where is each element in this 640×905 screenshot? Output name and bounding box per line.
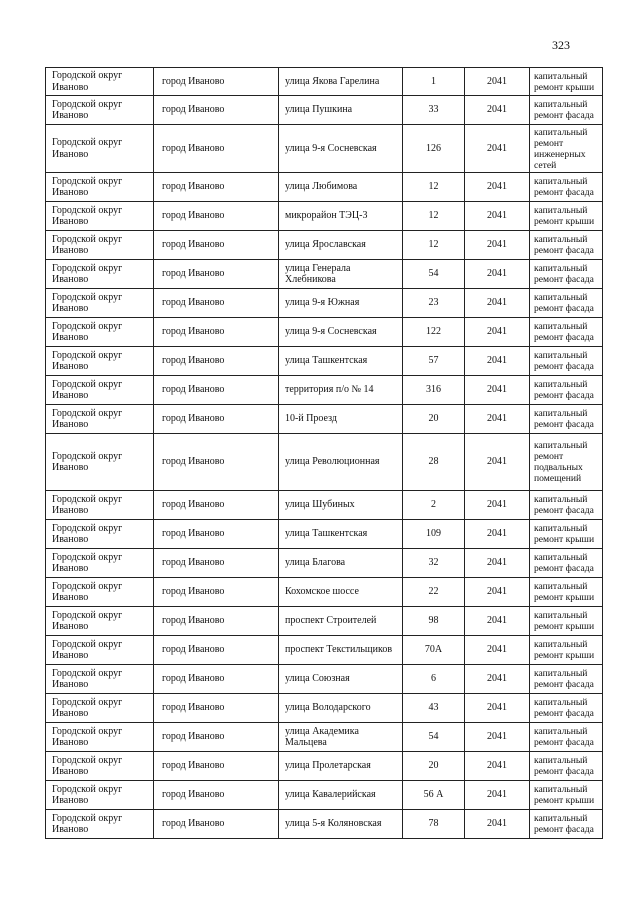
street-cell: проспект Строителей	[279, 607, 403, 636]
street-cell: улица Ташкентская	[279, 347, 403, 376]
city-cell: город Иваново	[154, 318, 279, 347]
street-cell: улица Революционная	[279, 434, 403, 491]
table-row	[46, 781, 603, 810]
city-cell: город Иваново	[154, 405, 279, 434]
work-type-cell: капитальный ремонт фасада	[530, 694, 603, 723]
house-number-cell: 12	[403, 231, 465, 260]
house-number-cell: 109	[403, 520, 465, 549]
city-cell: город Иваново	[154, 231, 279, 260]
house-number-cell: 22	[403, 578, 465, 607]
street-cell: улица Якова Гарелина	[279, 68, 403, 96]
street-cell: микрорайон ТЭЦ-3	[279, 202, 403, 231]
district-cell: Городской округ Иваново	[46, 810, 154, 839]
district-cell: Городской округ Иваново	[46, 289, 154, 318]
year-cell: 2041	[465, 491, 530, 520]
work-type-cell: капитальный ремонт фасада	[530, 96, 603, 125]
table-row	[46, 752, 603, 781]
work-type-cell: капитальный ремонт подвальных помещений	[530, 434, 603, 491]
district-cell: Городской округ Иваново	[46, 694, 154, 723]
street-cell: проспект Текстильщиков	[279, 636, 403, 665]
district-cell: Городской округ Иваново	[46, 636, 154, 665]
district-cell: Городской округ Иваново	[46, 260, 154, 289]
house-number-cell: 1	[403, 68, 465, 96]
city-cell: город Иваново	[154, 752, 279, 781]
work-type-cell: капитальный ремонт фасада	[530, 752, 603, 781]
year-cell: 2041	[465, 578, 530, 607]
street-cell: улица 5-я Коляновская	[279, 810, 403, 839]
year-cell: 2041	[465, 520, 530, 549]
table-row	[46, 173, 603, 202]
city-cell: город Иваново	[154, 289, 279, 318]
street-cell: улица Благова	[279, 549, 403, 578]
district-cell: Городской округ Иваново	[46, 520, 154, 549]
table-row	[46, 125, 603, 173]
house-number-cell: 57	[403, 347, 465, 376]
house-number-cell: 126	[403, 125, 465, 173]
house-number-cell: 316	[403, 376, 465, 405]
year-cell: 2041	[465, 289, 530, 318]
city-cell: город Иваново	[154, 491, 279, 520]
work-type-cell: капитальный ремонт фасада	[530, 318, 603, 347]
house-number-cell: 32	[403, 549, 465, 578]
table-row	[46, 491, 603, 520]
street-cell: улица Любимова	[279, 173, 403, 202]
city-cell: город Иваново	[154, 520, 279, 549]
work-type-cell: капитальный ремонт крыши	[530, 636, 603, 665]
table-row	[46, 694, 603, 723]
city-cell: город Иваново	[154, 723, 279, 752]
house-number-cell: 23	[403, 289, 465, 318]
street-cell: улица Союзная	[279, 665, 403, 694]
year-cell: 2041	[465, 781, 530, 810]
street-cell: улица Пролетарская	[279, 752, 403, 781]
work-type-cell: капитальный ремонт крыши	[530, 607, 603, 636]
street-cell: улица 9-я Сосневская	[279, 318, 403, 347]
city-cell: город Иваново	[154, 549, 279, 578]
house-number-cell: 20	[403, 752, 465, 781]
district-cell: Городской округ Иваново	[46, 752, 154, 781]
year-cell: 2041	[465, 260, 530, 289]
district-cell: Городской округ Иваново	[46, 549, 154, 578]
year-cell: 2041	[465, 810, 530, 839]
table-row	[46, 520, 603, 549]
table-row	[46, 636, 603, 665]
district-cell: Городской округ Иваново	[46, 723, 154, 752]
house-number-cell: 43	[403, 694, 465, 723]
house-number-cell: 54	[403, 260, 465, 289]
work-type-cell: капитальный ремонт инженерных сетей	[530, 125, 603, 173]
table-row	[46, 810, 603, 839]
work-type-cell: капитальный ремонт фасада	[530, 665, 603, 694]
year-cell: 2041	[465, 723, 530, 752]
table-body	[46, 68, 603, 839]
street-cell: улица Генерала Хлебникова	[279, 260, 403, 289]
street-cell: улица Ташкентская	[279, 520, 403, 549]
street-cell: улица 9-я Сосневская	[279, 125, 403, 173]
district-cell: Городской округ Иваново	[46, 434, 154, 491]
work-type-cell: капитальный ремонт фасада	[530, 173, 603, 202]
city-cell: город Иваново	[154, 96, 279, 125]
city-cell: город Иваново	[154, 636, 279, 665]
work-type-cell: капитальный ремонт фасада	[530, 260, 603, 289]
city-cell: город Иваново	[154, 434, 279, 491]
table-row	[46, 260, 603, 289]
street-cell: улица Пушкина	[279, 96, 403, 125]
table-row	[46, 405, 603, 434]
city-cell: город Иваново	[154, 202, 279, 231]
year-cell: 2041	[465, 752, 530, 781]
year-cell: 2041	[465, 434, 530, 491]
city-cell: город Иваново	[154, 173, 279, 202]
work-type-cell: капитальный ремонт фасада	[530, 549, 603, 578]
district-cell: Городской округ Иваново	[46, 231, 154, 260]
housing-repair-table	[45, 67, 603, 839]
district-cell: Городской округ Иваново	[46, 173, 154, 202]
house-number-cell: 56 А	[403, 781, 465, 810]
work-type-cell: капитальный ремонт фасада	[530, 405, 603, 434]
street-cell: улица Шубиных	[279, 491, 403, 520]
work-type-cell: капитальный ремонт фасада	[530, 491, 603, 520]
year-cell: 2041	[465, 173, 530, 202]
district-cell: Городской округ Иваново	[46, 405, 154, 434]
district-cell: Городской округ Иваново	[46, 491, 154, 520]
work-type-cell: капитальный ремонт фасада	[530, 723, 603, 752]
house-number-cell: 28	[403, 434, 465, 491]
table-row	[46, 347, 603, 376]
house-number-cell: 6	[403, 665, 465, 694]
city-cell: город Иваново	[154, 607, 279, 636]
year-cell: 2041	[465, 318, 530, 347]
city-cell: город Иваново	[154, 694, 279, 723]
table-row	[46, 289, 603, 318]
table-row	[46, 231, 603, 260]
district-cell: Городской округ Иваново	[46, 68, 154, 96]
city-cell: город Иваново	[154, 578, 279, 607]
table-row	[46, 434, 603, 491]
work-type-cell: капитальный ремонт крыши	[530, 202, 603, 231]
table-row	[46, 376, 603, 405]
work-type-cell: капитальный ремонт фасада	[530, 376, 603, 405]
year-cell: 2041	[465, 607, 530, 636]
work-type-cell: капитальный ремонт крыши	[530, 68, 603, 96]
table-row	[46, 202, 603, 231]
year-cell: 2041	[465, 125, 530, 173]
city-cell: город Иваново	[154, 68, 279, 96]
city-cell: город Иваново	[154, 781, 279, 810]
year-cell: 2041	[465, 665, 530, 694]
work-type-cell: капитальный ремонт крыши	[530, 578, 603, 607]
page-number: 323	[552, 38, 570, 52]
table-row	[46, 96, 603, 125]
house-number-cell: 20	[403, 405, 465, 434]
house-number-cell: 98	[403, 607, 465, 636]
street-cell: улица Володарского	[279, 694, 403, 723]
district-cell: Городской округ Иваново	[46, 96, 154, 125]
year-cell: 2041	[465, 202, 530, 231]
city-cell: город Иваново	[154, 665, 279, 694]
year-cell: 2041	[465, 68, 530, 96]
table-row	[46, 665, 603, 694]
year-cell: 2041	[465, 376, 530, 405]
house-number-cell: 122	[403, 318, 465, 347]
house-number-cell: 12	[403, 173, 465, 202]
house-number-cell: 78	[403, 810, 465, 839]
table-row	[46, 318, 603, 347]
district-cell: Городской округ Иваново	[46, 578, 154, 607]
year-cell: 2041	[465, 549, 530, 578]
table-row	[46, 607, 603, 636]
table-row	[46, 578, 603, 607]
year-cell: 2041	[465, 694, 530, 723]
district-cell: Городской округ Иваново	[46, 125, 154, 173]
house-number-cell: 33	[403, 96, 465, 125]
city-cell: город Иваново	[154, 347, 279, 376]
district-cell: Городской округ Иваново	[46, 607, 154, 636]
year-cell: 2041	[465, 405, 530, 434]
work-type-cell: капитальный ремонт фасада	[530, 289, 603, 318]
year-cell: 2041	[465, 347, 530, 376]
district-cell: Городской округ Иваново	[46, 318, 154, 347]
district-cell: Городской округ Иваново	[46, 202, 154, 231]
house-number-cell: 70А	[403, 636, 465, 665]
work-type-cell: капитальный ремонт фасада	[530, 810, 603, 839]
city-cell: город Иваново	[154, 125, 279, 173]
district-cell: Городской округ Иваново	[46, 347, 154, 376]
street-cell: улица Академика Мальцева	[279, 723, 403, 752]
street-cell: улица 9-я Южная	[279, 289, 403, 318]
house-number-cell: 12	[403, 202, 465, 231]
work-type-cell: капитальный ремонт крыши	[530, 520, 603, 549]
city-cell: город Иваново	[154, 376, 279, 405]
work-type-cell: капитальный ремонт фасада	[530, 347, 603, 376]
table-row	[46, 549, 603, 578]
street-cell: улица Кавалерийская	[279, 781, 403, 810]
table-row	[46, 68, 603, 96]
street-cell: улица Ярославская	[279, 231, 403, 260]
district-cell: Городской округ Иваново	[46, 376, 154, 405]
street-cell: 10-й Проезд	[279, 405, 403, 434]
district-cell: Городской округ Иваново	[46, 781, 154, 810]
city-cell: город Иваново	[154, 260, 279, 289]
street-cell: территория п/о № 14	[279, 376, 403, 405]
city-cell: город Иваново	[154, 810, 279, 839]
year-cell: 2041	[465, 231, 530, 260]
work-type-cell: капитальный ремонт крыши	[530, 781, 603, 810]
work-type-cell: капитальный ремонт фасада	[530, 231, 603, 260]
table-row	[46, 723, 603, 752]
house-number-cell: 2	[403, 491, 465, 520]
street-cell: Кохомское шоссе	[279, 578, 403, 607]
year-cell: 2041	[465, 96, 530, 125]
year-cell: 2041	[465, 636, 530, 665]
house-number-cell: 54	[403, 723, 465, 752]
district-cell: Городской округ Иваново	[46, 665, 154, 694]
